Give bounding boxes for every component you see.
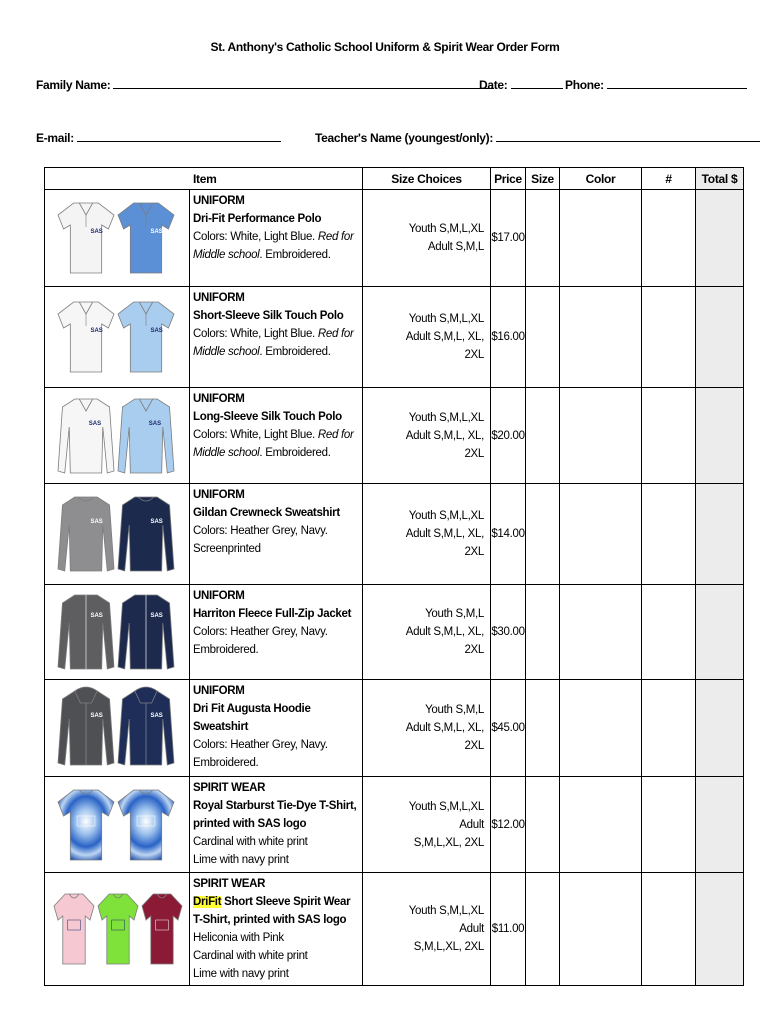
quantity-entry-cell[interactable] xyxy=(642,873,696,986)
quantity-entry-cell[interactable] xyxy=(642,190,696,287)
item-name: Short-Sleeve Silk Touch Polo xyxy=(193,310,344,322)
family-name-field[interactable] xyxy=(36,78,493,92)
item-image-cell xyxy=(45,585,190,680)
item-category: SPIRIT WEAR xyxy=(193,782,266,794)
item-image-cell xyxy=(45,777,190,873)
svg-text:SAS: SAS xyxy=(150,613,163,619)
item-desc-italic: Red for Middle school xyxy=(193,429,354,459)
price-cell: $16.00 xyxy=(491,287,526,388)
quantity-entry-cell[interactable] xyxy=(642,680,696,777)
item-image-cell xyxy=(45,484,190,585)
size-entry-cell[interactable] xyxy=(526,680,560,777)
jacket-garment-image xyxy=(48,589,186,675)
header-item: Item xyxy=(45,168,363,190)
item-category: UNIFORM xyxy=(193,393,245,405)
item-cell xyxy=(190,680,363,777)
table-row xyxy=(45,873,744,986)
item-desc-a: Colors: White, Light Blue. xyxy=(193,429,318,441)
family-name-label: Family Name: xyxy=(36,78,111,92)
item-cell xyxy=(190,873,363,986)
phone-field[interactable] xyxy=(565,78,747,92)
color-entry-cell[interactable] xyxy=(560,190,642,287)
total-entry-cell[interactable] xyxy=(696,585,744,680)
svg-text:SAS: SAS xyxy=(88,420,102,427)
email-label: E-mail: xyxy=(36,131,74,145)
longsleeve-garment-image xyxy=(48,393,186,479)
table-row xyxy=(45,484,744,585)
table-row xyxy=(45,287,744,388)
size-choices-text: Youth S,M,L,XL Adult S,M,L, XL, 2XL xyxy=(405,411,485,460)
email-field[interactable] xyxy=(36,131,281,145)
size-choices-cell xyxy=(363,388,491,484)
size-choices-cell xyxy=(363,190,491,287)
size-entry-cell[interactable] xyxy=(526,873,560,986)
item-desc-a: Colors: White, Light Blue. xyxy=(193,328,318,340)
price-cell: $30.00 xyxy=(491,585,526,680)
item-name: Gildan Crewneck Sweatshirt xyxy=(193,507,340,519)
price-cell: $11.00 xyxy=(491,873,526,986)
teacher-field[interactable] xyxy=(315,131,760,145)
size-entry-cell[interactable] xyxy=(526,585,560,680)
item-name-highlight: DriFit xyxy=(193,896,222,908)
item-desc-c: . Embroidered. xyxy=(259,346,331,358)
teacher-line[interactable] xyxy=(496,131,760,142)
size-choices-cell xyxy=(363,484,491,585)
price-cell: $12.00 xyxy=(491,777,526,873)
table-row xyxy=(45,190,744,287)
item-desc-b: Cardinal with white print xyxy=(193,950,308,962)
size-choices-text: Youth S,M,L,XL Adult S,M,L xyxy=(408,223,485,253)
teacher-label: Teacher's Name (youngest/only): xyxy=(315,131,494,145)
header-total: Total $ xyxy=(696,168,744,190)
total-entry-cell[interactable] xyxy=(696,777,744,873)
svg-text:SAS: SAS xyxy=(90,229,103,235)
price-cell: $20.00 xyxy=(491,388,526,484)
size-entry-cell[interactable] xyxy=(526,388,560,484)
item-category: UNIFORM xyxy=(193,489,245,501)
size-choices-text: Youth S,M,L,XL Adult S,M,L, XL, 2XL xyxy=(405,313,485,361)
item-cell xyxy=(190,190,363,287)
item-desc-c: Lime with navy print xyxy=(193,854,289,866)
item-desc-c: . Embroidered. xyxy=(259,249,331,261)
price-cell: $17.00 xyxy=(491,190,526,287)
svg-text:SAS: SAS xyxy=(150,328,163,334)
color-entry-cell[interactable] xyxy=(560,873,642,986)
color-entry-cell[interactable] xyxy=(560,777,642,873)
item-image-cell xyxy=(45,388,190,484)
date-label: Date: xyxy=(479,78,508,92)
total-entry-cell[interactable] xyxy=(696,680,744,777)
header-size: Size xyxy=(526,168,560,190)
item-image-cell xyxy=(45,190,190,287)
quantity-entry-cell[interactable] xyxy=(642,388,696,484)
size-choices-cell xyxy=(363,287,491,388)
total-entry-cell[interactable] xyxy=(696,484,744,585)
form-title: St. Anthony's Catholic School Uniform & Spirit Wear Order Form xyxy=(210,40,560,54)
total-entry-cell[interactable] xyxy=(696,388,744,484)
svg-text:SAS: SAS xyxy=(90,713,103,719)
item-desc-c: Lime with navy print xyxy=(193,968,289,980)
size-entry-cell[interactable] xyxy=(526,287,560,388)
item-desc-a: Colors: Heather Grey, Navy. Embroidered. xyxy=(193,739,328,769)
item-image-cell xyxy=(45,873,190,986)
item-name: Harriton Fleece Full-Zip Jacket xyxy=(193,608,352,620)
quantity-entry-cell[interactable] xyxy=(642,585,696,680)
item-name: Short Sleeve Spirit Wear T-Shirt, printed with SAS logo xyxy=(193,896,351,926)
phone-label: Phone: xyxy=(565,78,604,92)
size-choices-cell xyxy=(363,585,491,680)
color-entry-cell[interactable] xyxy=(560,388,642,484)
tiedye-garment-image xyxy=(48,782,186,868)
item-desc-a: Colors: White, Light Blue. xyxy=(193,231,318,243)
item-category: UNIFORM xyxy=(193,590,245,602)
table-row xyxy=(45,388,744,484)
polo-garment-image xyxy=(48,294,186,380)
svg-text:SAS: SAS xyxy=(90,519,103,525)
item-category: UNIFORM xyxy=(193,685,245,697)
tees-garment-image xyxy=(48,886,186,972)
table-row xyxy=(45,777,744,873)
header-count: # xyxy=(642,168,696,190)
date-line[interactable] xyxy=(511,78,563,89)
color-entry-cell[interactable] xyxy=(560,680,642,777)
item-desc-a: Colors: Heather Grey, Navy. Screenprinted xyxy=(193,525,328,555)
quantity-entry-cell[interactable] xyxy=(642,777,696,873)
phone-line[interactable] xyxy=(607,78,747,89)
item-name: Royal Starburst Tie-Dye T-Shirt, printed with SAS logo xyxy=(193,800,357,830)
item-desc-a: Cardinal with white print xyxy=(193,836,308,848)
size-choices-cell xyxy=(363,777,491,873)
item-desc-italic: Red for Middle school xyxy=(193,328,354,358)
item-cell xyxy=(190,484,363,585)
size-entry-cell[interactable] xyxy=(526,484,560,585)
svg-text:SAS: SAS xyxy=(150,519,163,525)
color-entry-cell[interactable] xyxy=(560,287,642,388)
item-name: Dri Fit Augusta Hoodie Sweatshirt xyxy=(193,703,311,733)
item-desc-a: Heliconia with Pink xyxy=(193,932,284,944)
svg-text:SAS: SAS xyxy=(148,420,162,427)
price-cell: $45.00 xyxy=(491,680,526,777)
item-image-cell xyxy=(45,287,190,388)
size-choices-cell xyxy=(363,680,491,777)
email-line[interactable] xyxy=(77,131,281,142)
color-entry-cell[interactable] xyxy=(560,484,642,585)
size-choices-text: Youth S,M,L,XL Adult S,M,L,XL, 2XL xyxy=(408,800,485,849)
size-entry-cell[interactable] xyxy=(526,777,560,873)
item-cell xyxy=(190,287,363,388)
quantity-entry-cell[interactable] xyxy=(642,287,696,388)
header-price: Price xyxy=(491,168,526,190)
header-color: Color xyxy=(560,168,642,190)
date-field[interactable] xyxy=(479,78,563,92)
item-category: UNIFORM xyxy=(193,292,245,304)
item-name: Dri-Fit Performance Polo xyxy=(193,213,322,225)
svg-text:SAS: SAS xyxy=(90,613,103,619)
table-row xyxy=(45,585,744,680)
svg-text:SAS: SAS xyxy=(90,328,103,334)
item-category: UNIFORM xyxy=(193,195,245,207)
size-choices-text: Youth S,M,L Adult S,M,L, XL, 2XL xyxy=(405,704,485,752)
item-cell xyxy=(190,388,363,484)
item-cell xyxy=(190,777,363,873)
item-name: Long-Sleeve Silk Touch Polo xyxy=(193,411,342,423)
price-cell: $14.00 xyxy=(491,484,526,585)
table-header-row xyxy=(45,168,744,190)
item-desc-c: . Embroidered. xyxy=(259,447,331,459)
total-entry-cell[interactable] xyxy=(696,287,744,388)
size-choices-cell xyxy=(363,873,491,986)
item-cell xyxy=(190,585,363,680)
order-table xyxy=(44,167,744,986)
size-entry-cell[interactable] xyxy=(526,190,560,287)
item-desc-italic: Red for Middle school xyxy=(193,231,354,261)
total-entry-cell[interactable] xyxy=(696,873,744,986)
item-category: SPIRIT WEAR xyxy=(193,878,266,890)
sweatshirt-garment-image xyxy=(48,491,186,577)
size-choices-text: Youth S,M,L Adult S,M,L, XL, 2XL xyxy=(405,608,485,656)
table-row xyxy=(45,680,744,777)
color-entry-cell[interactable] xyxy=(560,585,642,680)
hoodie-garment-image xyxy=(48,685,186,771)
svg-text:SAS: SAS xyxy=(150,229,163,235)
quantity-entry-cell[interactable] xyxy=(642,484,696,585)
item-image-cell xyxy=(45,680,190,777)
polo-garment-image xyxy=(48,195,186,281)
item-desc-a: Colors: Heather Grey, Navy. Embroidered. xyxy=(193,626,328,656)
size-choices-text: Youth S,M,L,XL Adult S,M,L,XL, 2XL xyxy=(408,905,485,953)
svg-text:SAS: SAS xyxy=(150,713,163,719)
family-name-line[interactable] xyxy=(113,78,493,89)
size-choices-text: Youth S,M,L,XL Adult S,M,L, XL, 2XL xyxy=(405,510,485,558)
total-entry-cell[interactable] xyxy=(696,190,744,287)
header-size-choices: Size Choices xyxy=(363,168,491,190)
